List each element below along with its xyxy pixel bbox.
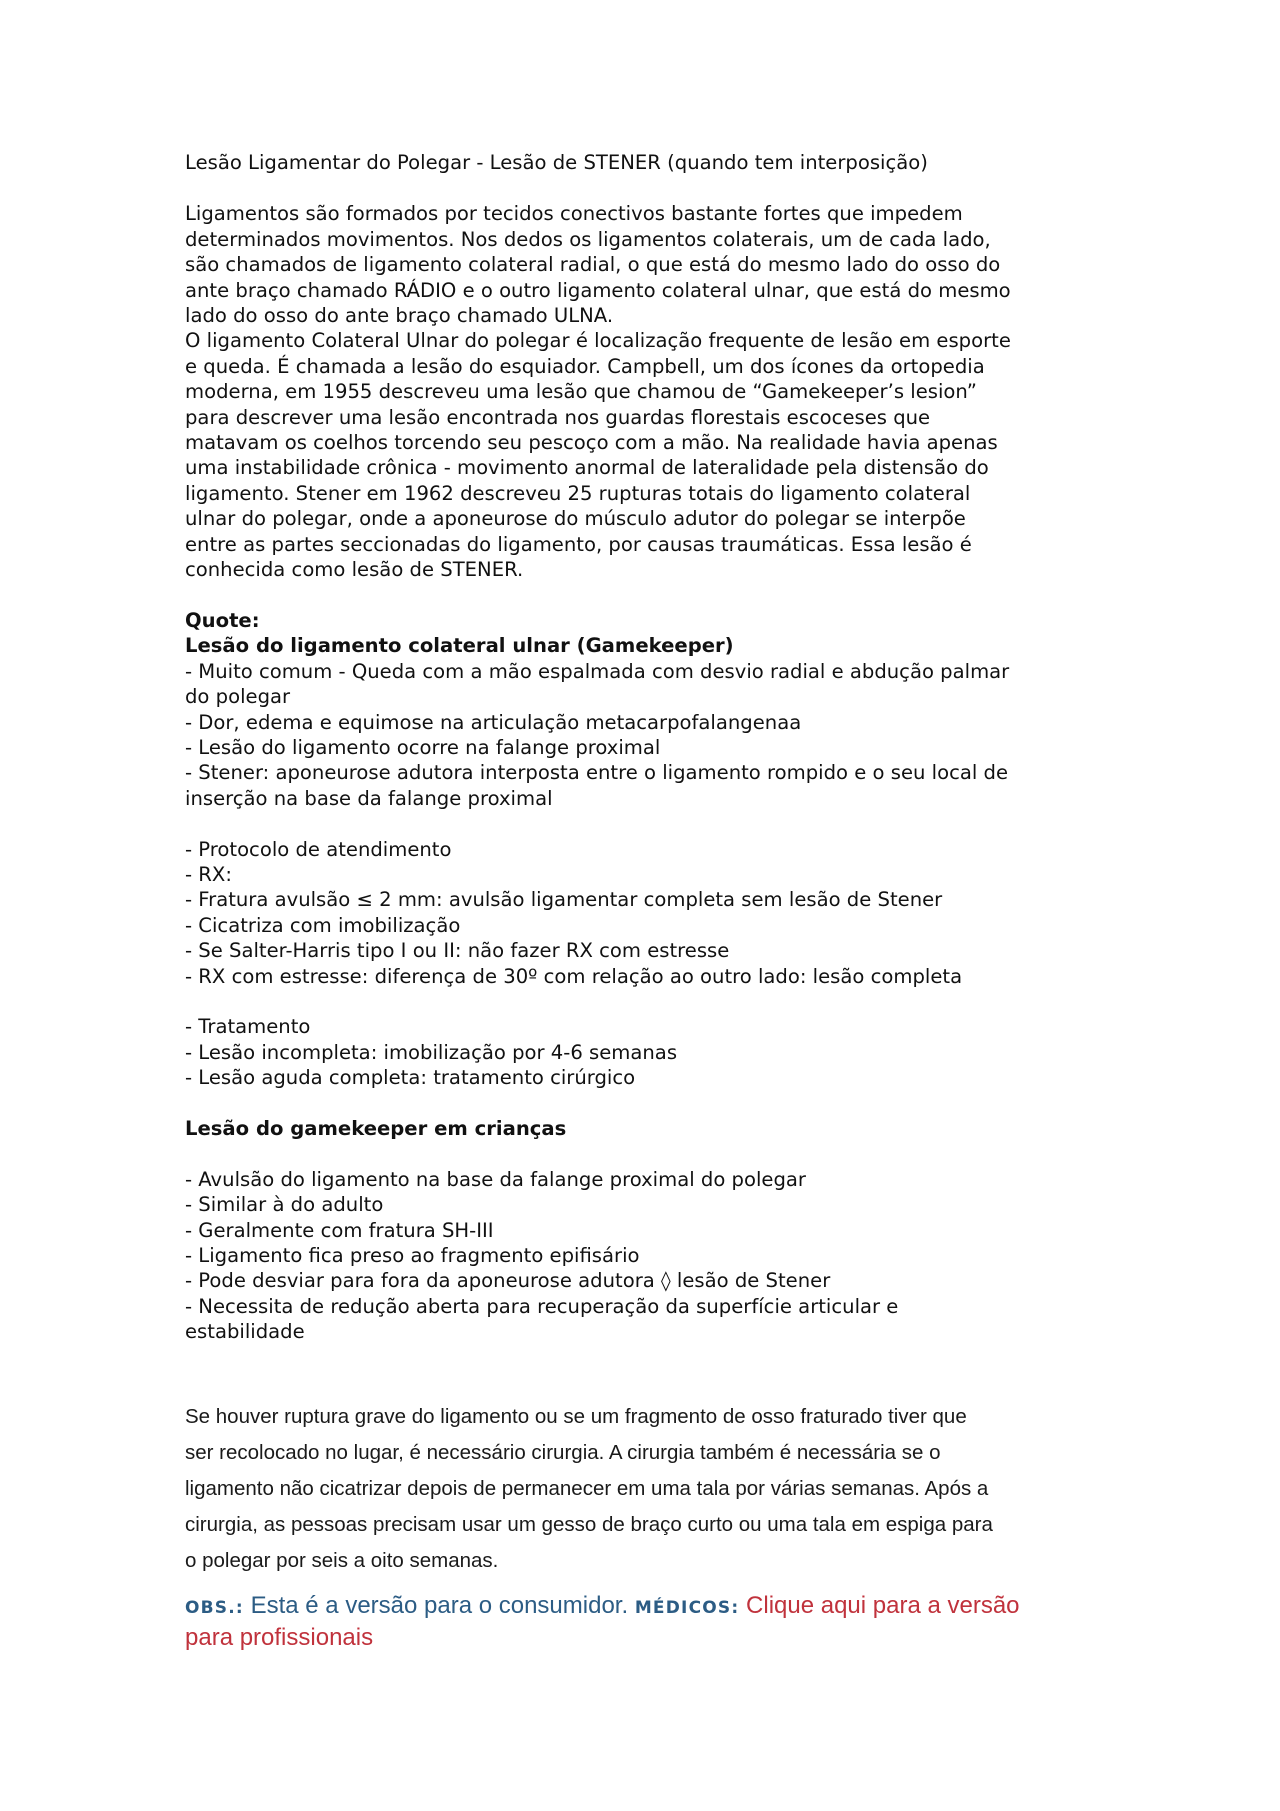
protocol-line: - Protocolo de atendimento [185,837,452,861]
quote-line: - Lesão do ligamento ocorre na falange proximal [185,735,661,759]
intro-line: moderna, em 1955 descreveu uma lesão que chamou de “Gamekeeper’s lesion” [185,380,977,404]
treatment-list [185,1014,1105,1090]
quote-line: - Dor, edema e equimose na articulação metacarpofalangenaa [185,710,802,734]
children-heading: Lesão do gamekeeper em crianças [185,1116,567,1140]
children-line: - Avulsão do ligamento na base da falange proximal do polegar [185,1167,806,1191]
intro-line: para descrever uma lesão encontrada nos guardas florestais escoceses que [185,405,931,429]
surgery-line: cirurgia, as pessoas precisam usar um gesso de braço curto ou uma tala em espiga para [185,1512,993,1536]
quote-line: do polegar [185,685,291,709]
quote-line: inserção na base da falange proximal [185,786,553,810]
document-page [185,150,1105,1652]
children-line: - Ligamento fica preso ao fragmento epifisário [185,1243,640,1267]
intro-line: matavam os coelhos torcendo seu pescoço com a mão. Na realidade havia apenas [185,431,998,455]
obs-notice [185,1591,1105,1652]
surgery-line: ser recolocado no lugar, é necessário cirurgia. A cirurgia também é necessária se o [185,1440,941,1464]
intro-line: são chamados de ligamento colateral radial, o que está do mesmo lado do osso do [185,253,1001,277]
professional-version-link[interactable]: Clique aqui para a versão [739,1591,1020,1619]
children-line: - Similar à do adulto [185,1193,384,1217]
protocol-line: - Cicatriza com imobilização [185,913,461,937]
surgery-line: o polegar por seis a oito semanas. [185,1548,499,1572]
treatment-line: - Tratamento [185,1015,311,1039]
intro-line: ante braço chamado RÁDIO e o outro ligamento colateral ulnar, que está do mesmo [185,278,1011,302]
intro-line: O ligamento Colateral Ulnar do polegar é localização frequente de lesão em esporte [185,329,1011,353]
intro-line: ligamento. Stener em 1962 descreveu 25 rupturas totais do ligamento colateral [185,481,971,505]
protocol-line: - Se Salter-Harris tipo I ou II: não fazer RX com estresse [185,939,730,963]
treatment-line: - Lesão aguda completa: tratamento cirúrgico [185,1066,636,1090]
intro-line: Ligamentos são formados por tecidos conectivos bastante fortes que impedem [185,202,963,226]
children-line: - Pode desviar para fora da aponeurose adutora ◊ lesão de Stener [185,1269,831,1293]
surgery-paragraph [185,1399,1105,1579]
professional-version-link-continued[interactable]: para profissionais [185,1623,374,1651]
intro-line: e queda. É chamada a lesão do esquiador. Campbell, um dos ícones da ortopedia [185,354,985,378]
intro-paragraph [185,201,1105,582]
protocol-list [185,837,1105,989]
protocol-line: - Fratura avulsão ≤ 2 mm: avulsão ligamentar completa sem lesão de Stener [185,888,943,912]
quote-label: Quote: [185,608,260,632]
surgery-line: ligamento não cicatrizar depois de permanecer em uma tala por várias semanas. Após a [185,1476,989,1500]
obs-label: OBS.: [185,1597,244,1618]
intro-line: lado do osso do ante braço chamado ULNA. [185,304,614,328]
quote-heading: Lesão do ligamento colateral ulnar (Gamekeeper) [185,634,734,658]
intro-line: determinados movimentos. Nos dedos os ligamentos colaterais, um de cada lado, [185,227,991,251]
intro-line: entre as partes seccionadas do ligamento, por causas traumáticas. Essa lesão é [185,532,972,556]
children-line: - Geralmente com fratura SH-III [185,1218,494,1242]
quote-line: - Stener: aponeurose adutora interposta entre o ligamento rompido e o seu local de [185,761,1009,785]
children-line: estabilidade [185,1320,305,1344]
quote-block [185,608,1105,811]
protocol-line: - RX com estresse: diferença de 30º com relação ao outro lado: lesão completa [185,964,963,988]
intro-line: uma instabilidade crônica - movimento anormal de lateralidade pela distensão do [185,456,989,480]
protocol-line: - RX: [185,862,232,886]
quote-line: - Muito comum - Queda com a mão espalmada com desvio radial e abdução palmar [185,659,1010,683]
surgery-line: Se houver ruptura grave do ligamento ou se um fragmento de osso fraturado tiver que [185,1404,967,1428]
treatment-line: - Lesão incompleta: imobilização por 4-6 semanas [185,1040,678,1064]
children-line: - Necessita de redução aberta para recuperação da superfície articular e [185,1294,899,1318]
intro-line: conhecida como lesão de STENER. [185,558,524,582]
document-title: Lesão Ligamentar do Polegar - Lesão de STENER (quando tem interposição) [185,151,928,174]
medicos-label: MÉDICOS: [634,1597,740,1618]
children-list [185,1167,1105,1345]
intro-line: ulnar do polegar, onde a aponeurose do músculo adutor do polegar se interpõe [185,507,966,531]
obs-text: Esta é a versão para o consumidor. [243,1591,635,1619]
